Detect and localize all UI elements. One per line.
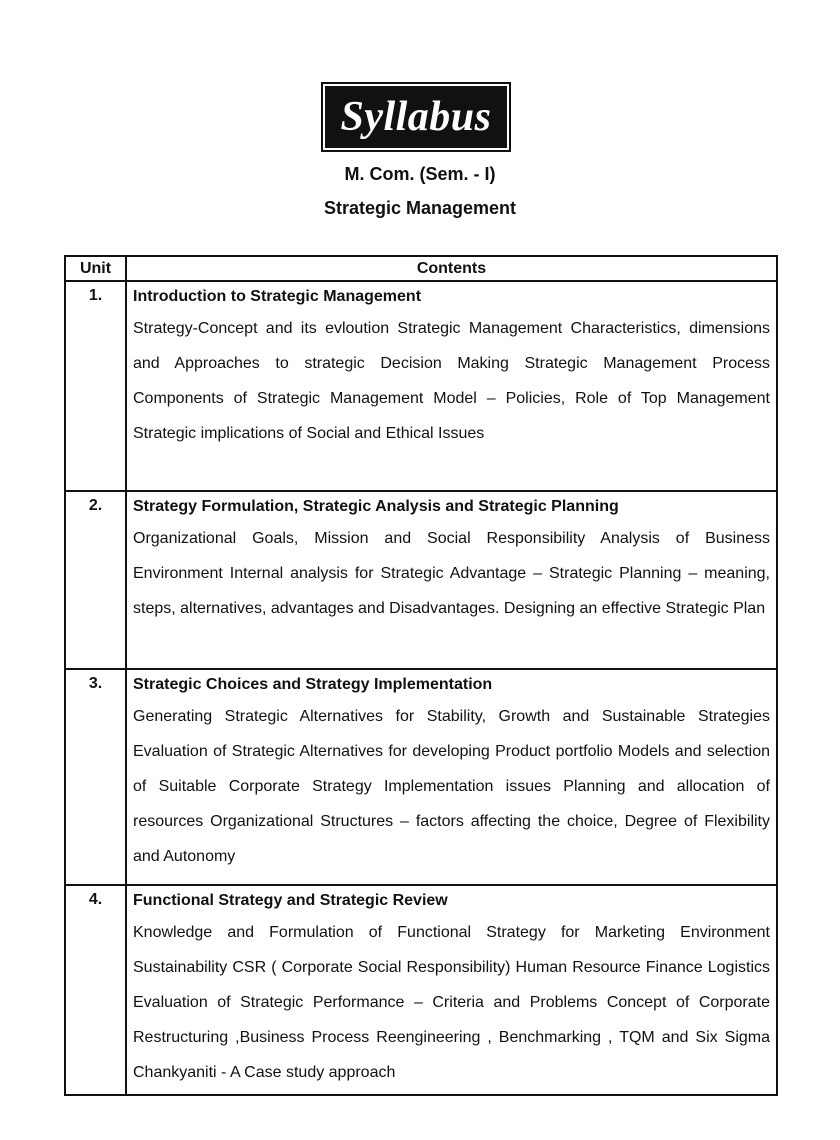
table-row [65, 281, 777, 491]
page-title: Syllabus [340, 94, 492, 140]
unit-number: 3. [65, 669, 126, 885]
course-name: M. Com. (Sem. - I) [344, 164, 496, 184]
unit-description: Strategy-Concept and its evloution Strategic Management Characteristics, dimensions and Approaches to strategic Decision Making Strategic Management Process Components of Strategic Management Model – Policies, Role of Top Management Strategic implications of Social and Ethical Issues [133, 320, 770, 442]
syllabus-table [64, 255, 778, 1096]
table-row [65, 885, 777, 1095]
subject-name: Strategic Management [323, 198, 517, 218]
unit-description: Knowledge and Formulation of Functional Strategy for Marketing Environment Sustainability CSR ( Corporate Social Responsibility) Human Resource Finance Logistics Evaluation of Strategic Performance – Criteria and Problems Concept of Corporate Restructuring ,Business Process Reengineering , Benchmarking , TQM and Six Sigma Chankyaniti - A Case study approach [133, 924, 770, 1081]
unit-description: Generating Strategic Alternatives for Stability, Growth and Sustainable Strategies Evaluation of Strategic Alternatives for developing Product portfolio Models and selection of Suitable Corporate Strategy Implementation issues Planning and allocation of resources Organizational Structures – factors affecting the choice, Degree of Flexibility and Autonomy [133, 708, 770, 865]
unit-contents [126, 669, 777, 885]
syllabus-title-box [325, 86, 507, 148]
unit-title: Strategic Choices and Strategy Implementation [133, 676, 493, 693]
table-row [65, 491, 777, 669]
unit-title: Strategy Formulation, Strategic Analysis and Strategic Planning [133, 498, 619, 515]
unit-description: Organizational Goals, Mission and Social Responsibility Analysis of Business Environment Internal analysis for Strategic Advantage – Strategic Planning – meaning, steps, alternatives, advantages and Disadvantages. Designing an effective Strategic Plan [133, 530, 770, 617]
unit-number: 1. [65, 281, 126, 491]
unit-title: Introduction to Strategic Management [133, 288, 422, 305]
table-row [65, 669, 777, 885]
table-header-row [65, 256, 777, 281]
unit-number: 4. [65, 885, 126, 1095]
unit-contents [126, 281, 777, 491]
unit-contents [126, 491, 777, 669]
unit-contents [126, 885, 777, 1095]
unit-number: 2. [65, 491, 126, 669]
unit-column-header: Unit [65, 256, 126, 281]
contents-column-header: Contents [126, 256, 777, 281]
unit-title: Functional Strategy and Strategic Review [133, 892, 448, 909]
